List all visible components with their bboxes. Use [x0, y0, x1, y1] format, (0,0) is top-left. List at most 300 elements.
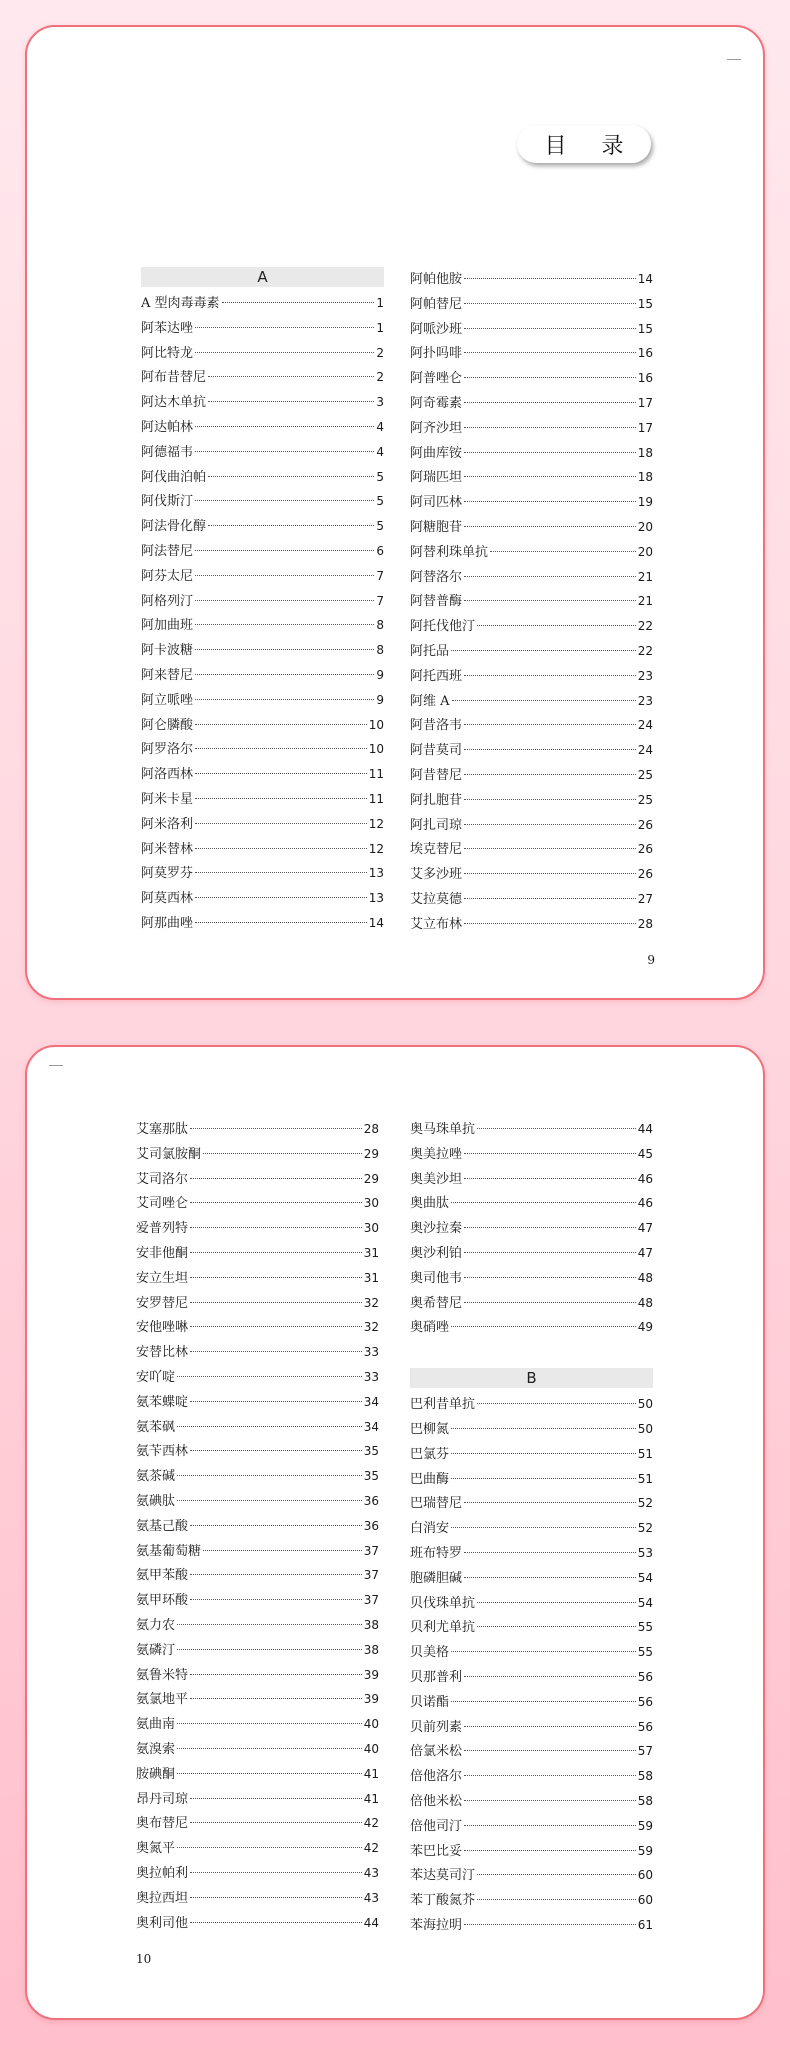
entry-page-number: 42: [363, 1816, 379, 1831]
entry-page-number: 30: [363, 1196, 379, 1211]
entry-name: 氨茶碱: [136, 1469, 176, 1485]
entry-page-number: 45: [637, 1146, 653, 1161]
entry-name: 阿米洛利: [141, 816, 194, 832]
toc-entry: [410, 1715, 653, 1740]
dot-leader: [464, 303, 636, 304]
toc-entry: [410, 1216, 653, 1241]
entry-page-number: 54: [637, 1570, 653, 1585]
entry-page-number: 33: [363, 1345, 379, 1360]
toc-column-left: [136, 1117, 379, 1935]
dot-leader: [464, 848, 636, 849]
dot-leader: [203, 1153, 362, 1154]
entry-name: 氨苄西林: [136, 1444, 189, 1460]
toc-entry: [410, 1467, 653, 1492]
toc-entry: [136, 1663, 379, 1688]
entry-page-number: 7: [376, 593, 384, 608]
dot-leader: [477, 1128, 636, 1129]
dot-leader: [464, 1750, 636, 1751]
entry-page-number: 47: [637, 1221, 653, 1236]
entry-name: 阿布昔替尼: [141, 370, 207, 386]
dot-leader: [208, 476, 374, 477]
entry-name: 阿达帕林: [141, 419, 194, 435]
entry-page-number: 39: [363, 1667, 379, 1682]
entry-page-number: 25: [637, 767, 653, 782]
toc-entry: [410, 1888, 653, 1913]
dot-leader: [451, 1478, 636, 1479]
entry-page-number: 48: [637, 1270, 653, 1285]
entry-name: 阿来替尼: [141, 667, 194, 683]
entry-name: 贝利尤单抗: [410, 1620, 476, 1636]
entry-name: 艾拉莫德: [410, 891, 463, 907]
entry-name: 阿法骨化醇: [141, 519, 207, 535]
toc-entry: [410, 1241, 653, 1266]
entry-page-number: 40: [363, 1741, 379, 1756]
toc-entry: [410, 1417, 653, 1442]
entry-page-number: 22: [637, 643, 653, 658]
entry-name: 阿仑膦酸: [141, 717, 194, 733]
toc-entry: [141, 812, 384, 837]
entry-name: 阿洛西林: [141, 767, 194, 783]
entry-name: 奥布替尼: [136, 1816, 189, 1832]
toc-entry: [410, 366, 653, 391]
entry-page-number: 28: [637, 916, 653, 931]
entry-name: 阿卡波糖: [141, 643, 194, 659]
entry-page-number: 39: [363, 1692, 379, 1707]
toc-entry: [136, 1861, 379, 1886]
entry-name: 阿瑞匹坦: [410, 470, 463, 486]
entry-page-number: 33: [363, 1369, 379, 1384]
toc-entry: [136, 1464, 379, 1489]
entry-page-number: 54: [637, 1595, 653, 1610]
toc-entry: [141, 564, 384, 589]
toc-entry: [136, 1787, 379, 1812]
entry-name: 氨磷汀: [136, 1642, 176, 1658]
entry-page-number: 12: [368, 816, 384, 831]
toc-entry: [141, 886, 384, 911]
entry-name: 贝那普利: [410, 1669, 463, 1685]
dot-leader: [464, 724, 636, 725]
entry-page-number: 50: [637, 1397, 653, 1412]
entry-name: 阿奇霉素: [410, 395, 463, 411]
dot-leader: [464, 1227, 636, 1228]
toc-entry: [410, 1739, 653, 1764]
entry-name: 阿米卡星: [141, 791, 194, 807]
entry-page-number: 35: [363, 1469, 379, 1484]
entry-name: 倍他米松: [410, 1793, 463, 1809]
entry-page-number: 43: [363, 1890, 379, 1905]
entry-name: 阿莫西林: [141, 891, 194, 907]
entry-page-number: 11: [368, 767, 384, 782]
toc-title: 目 录: [517, 125, 651, 163]
dot-leader: [464, 1178, 636, 1179]
dot-leader: [208, 525, 374, 526]
entry-name: 倍他司汀: [410, 1818, 463, 1834]
toc-entry: [136, 1439, 379, 1464]
toc-entry: [410, 565, 653, 590]
dot-leader: [464, 675, 636, 676]
entry-name: 安替比林: [136, 1345, 189, 1361]
toc-entry: [141, 638, 384, 663]
dot-leader: [190, 1277, 362, 1278]
dot-leader: [477, 1403, 636, 1404]
entry-page-number: 46: [637, 1196, 653, 1211]
entry-name: 贝诺酯: [410, 1694, 450, 1710]
toc-entry: [136, 1588, 379, 1613]
dot-leader: [195, 327, 374, 328]
entry-page-number: 35: [363, 1444, 379, 1459]
toc-entry: [410, 1442, 653, 1467]
dot-leader: [190, 1252, 362, 1253]
entry-page-number: 17: [637, 395, 653, 410]
dot-leader: [177, 1376, 362, 1377]
entry-name: 氨苯砜: [136, 1419, 176, 1435]
dot-leader: [477, 625, 636, 626]
toc-entry: [141, 415, 384, 440]
entry-page-number: 17: [637, 420, 653, 435]
dot-leader: [177, 1500, 362, 1501]
entry-name: 阿昔莫司: [410, 743, 463, 759]
entry-name: 氨溴索: [136, 1741, 176, 1757]
toc-entry: [141, 762, 384, 787]
toc-entry: [410, 1191, 653, 1216]
dot-leader: [451, 1428, 636, 1429]
dot-leader: [195, 699, 374, 700]
entry-page-number: 36: [363, 1493, 379, 1508]
toc-entry: [141, 589, 384, 614]
dot-leader: [464, 1502, 636, 1503]
entry-page-number: 7: [376, 568, 384, 583]
toc-entry: [136, 1886, 379, 1911]
toc-entry: [141, 713, 384, 738]
entry-name: 阿立哌唑: [141, 692, 194, 708]
dot-leader: [464, 600, 636, 601]
entry-name: 阿达木单抗: [141, 395, 207, 411]
entry-page-number: 44: [363, 1915, 379, 1930]
entry-name: 氨曲南: [136, 1717, 176, 1733]
toc-entry: [136, 1712, 379, 1737]
toc-entry: [136, 1291, 379, 1316]
toc-entry: [410, 912, 653, 937]
entry-page-number: 48: [637, 1295, 653, 1310]
entry-name: 巴瑞替尼: [410, 1496, 463, 1512]
dot-leader: [195, 500, 374, 501]
entry-page-number: 3: [376, 395, 384, 410]
toc-entry: [410, 1566, 653, 1591]
toc-entry: [141, 911, 384, 936]
toc-entry: [410, 540, 653, 565]
entry-page-number: 25: [637, 792, 653, 807]
entry-name: 阿维 A: [410, 693, 450, 709]
entry-name: 阿托伐他汀: [410, 619, 476, 635]
entry-name: 埃克替尼: [410, 842, 463, 858]
entry-page-number: 24: [637, 743, 653, 758]
dot-leader: [451, 1701, 636, 1702]
entry-page-number: 47: [637, 1245, 653, 1260]
entry-name: 阿替洛尔: [410, 569, 463, 585]
entry-name: 奥曲肽: [410, 1196, 450, 1212]
dot-leader: [195, 798, 367, 799]
dot-leader: [195, 724, 367, 725]
toc-entry: [136, 1638, 379, 1663]
entry-page-number: 34: [363, 1419, 379, 1434]
entry-page-number: 15: [637, 321, 653, 336]
entry-page-number: 26: [637, 867, 653, 882]
entry-name: 阿替利珠单抗: [410, 544, 489, 560]
dot-leader: [464, 1552, 636, 1553]
dot-leader: [464, 452, 636, 453]
toc-entry: [141, 787, 384, 812]
dot-leader: [464, 1277, 636, 1278]
entry-name: 阿曲库铵: [410, 445, 463, 461]
dot-leader: [464, 1252, 636, 1253]
dot-leader: [177, 1723, 362, 1724]
toc-entry: [410, 1814, 653, 1839]
toc-entry: [410, 1839, 653, 1864]
entry-page-number: 19: [637, 495, 653, 510]
entry-name: 阿那曲唑: [141, 915, 194, 931]
entry-page-number: 28: [363, 1122, 379, 1136]
dot-leader: [464, 278, 636, 279]
entry-page-number: 56: [637, 1719, 653, 1734]
dot-leader: [464, 749, 636, 750]
entry-name: A 型肉毒毒素: [141, 296, 220, 311]
entry-page-number: 56: [637, 1669, 653, 1684]
entry-name: 阿格列汀: [141, 593, 194, 609]
toc-entry: [136, 1415, 379, 1440]
toc-entry: [410, 713, 653, 738]
dot-leader: [195, 575, 374, 576]
entry-page-number: 44: [637, 1122, 653, 1136]
toc-entry: [410, 490, 653, 515]
toc-entry: [410, 416, 653, 441]
entry-name: 阿齐沙坦: [410, 420, 463, 436]
dot-leader: [190, 1351, 362, 1352]
toc-entry: [136, 1241, 379, 1266]
entry-name: 倍他洛尔: [410, 1769, 463, 1785]
entry-name: 班布特罗: [410, 1545, 463, 1561]
toc-column-right: [410, 1117, 653, 1938]
entry-name: 奥拉帕利: [136, 1865, 189, 1881]
entry-page-number: 2: [376, 345, 384, 360]
toc-entry: [410, 1392, 653, 1417]
dot-leader: [195, 897, 367, 898]
entry-page-number: 1: [376, 296, 384, 310]
dot-leader: [190, 1178, 362, 1179]
dot-leader: [464, 1775, 636, 1776]
toc-entry: [410, 1117, 653, 1142]
dot-leader: [464, 923, 636, 924]
entry-name: 氨氯地平: [136, 1692, 189, 1708]
toc-entry: [410, 1591, 653, 1616]
dot-leader: [464, 824, 636, 825]
entry-name: 氨力农: [136, 1617, 176, 1633]
toc-entry: [410, 1640, 653, 1665]
dot-leader: [190, 1798, 362, 1799]
dot-leader: [190, 1674, 362, 1675]
entry-page-number: 22: [637, 619, 653, 634]
toc-page-1: [25, 25, 765, 1000]
toc-entry: [136, 1489, 379, 1514]
entry-page-number: 10: [368, 742, 384, 757]
entry-name: 巴利昔单抗: [410, 1397, 476, 1413]
entry-page-number: 53: [637, 1545, 653, 1560]
dot-leader: [477, 1626, 636, 1627]
entry-list: [141, 291, 384, 936]
entry-name: 安非他酮: [136, 1245, 189, 1261]
entry-page-number: 5: [376, 494, 384, 509]
dot-leader: [177, 1773, 362, 1774]
entry-name: 奥拉西坦: [136, 1890, 189, 1906]
dot-leader: [177, 1649, 362, 1650]
toc-entry: [141, 489, 384, 514]
dot-leader: [195, 550, 374, 551]
dot-leader: [451, 1326, 636, 1327]
entry-list: [410, 1392, 653, 1938]
entry-page-number: 51: [637, 1446, 653, 1461]
dot-leader: [190, 1202, 362, 1203]
entry-name: 阿扎胞苷: [410, 792, 463, 808]
dot-leader: [464, 476, 636, 477]
toc-entry: [410, 639, 653, 664]
dot-leader: [451, 1453, 636, 1454]
dot-leader: [190, 1525, 362, 1526]
dot-leader: [195, 624, 374, 625]
dot-leader: [464, 427, 636, 428]
entry-page-number: 21: [637, 594, 653, 609]
dot-leader: [195, 649, 374, 650]
toc-entry: [410, 837, 653, 862]
dot-leader: [451, 650, 636, 651]
toc-entry: [136, 1365, 379, 1390]
toc-entry: [141, 688, 384, 713]
entry-page-number: 15: [637, 296, 653, 311]
entry-name: 阿德福韦: [141, 444, 194, 460]
toc-entry: [410, 813, 653, 838]
toc-entry: [136, 1911, 379, 1936]
entry-page-number: 13: [368, 891, 384, 906]
entry-page-number: 18: [637, 470, 653, 485]
entry-page-number: 51: [637, 1471, 653, 1486]
dot-leader: [464, 873, 636, 874]
dot-leader: [177, 1748, 362, 1749]
entry-page-number: 32: [363, 1295, 379, 1310]
entry-page-number: 12: [368, 841, 384, 856]
entry-page-number: 40: [363, 1717, 379, 1732]
entry-page-number: 37: [363, 1568, 379, 1583]
entry-page-number: 61: [637, 1917, 653, 1932]
toc-entry: [141, 390, 384, 415]
entry-name: 阿伐斯汀: [141, 494, 194, 510]
toc-entry: [141, 440, 384, 465]
toc-entry: [410, 391, 653, 416]
entry-name: 阿哌沙班: [410, 321, 463, 337]
entry-name: 苯达莫司汀: [410, 1868, 476, 1884]
dot-leader: [190, 1227, 362, 1228]
entry-page-number: 42: [363, 1841, 379, 1856]
entry-page-number: 2: [376, 370, 384, 385]
entry-name: 阿帕替尼: [410, 296, 463, 312]
dot-leader: [195, 848, 367, 849]
toc-entry: [141, 613, 384, 638]
entry-name: 阿米替林: [141, 841, 194, 857]
entry-name: 阿帕他胺: [410, 272, 463, 287]
toc-entry: [410, 1541, 653, 1566]
dot-leader: [190, 1897, 362, 1898]
entry-page-number: 30: [363, 1221, 379, 1236]
toc-entry: [136, 1191, 379, 1216]
toc-entry: [410, 1863, 653, 1888]
entry-name: 艾塞那肽: [136, 1122, 189, 1137]
entry-page-number: 57: [637, 1744, 653, 1759]
toc-entry: [136, 1687, 379, 1712]
entry-name: 艾司氯胺酮: [136, 1146, 202, 1162]
dot-leader: [477, 1899, 636, 1900]
toc-entry: [410, 1913, 653, 1938]
entry-name: 苯海拉明: [410, 1917, 463, 1933]
dot-leader: [190, 1326, 362, 1327]
toc-entry: [136, 1142, 379, 1167]
entry-page-number: 4: [376, 444, 384, 459]
toc-entry: [410, 1789, 653, 1814]
entry-page-number: 60: [637, 1893, 653, 1908]
entry-page-number: 20: [637, 544, 653, 559]
dot-leader: [195, 674, 374, 675]
crop-mark: [727, 59, 741, 60]
toc-entry: [136, 1117, 379, 1142]
dot-leader: [195, 872, 367, 873]
dot-leader: [195, 352, 374, 353]
section-header-b: B: [410, 1368, 653, 1388]
dot-leader: [452, 700, 636, 701]
entry-page-number: 14: [637, 272, 653, 286]
entry-name: 阿普唑仑: [410, 371, 463, 387]
entry-page-number: 13: [368, 866, 384, 881]
toc-entry: [410, 614, 653, 639]
entry-page-number: 38: [363, 1642, 379, 1657]
dot-leader: [464, 352, 636, 353]
toc-entry: [141, 341, 384, 366]
toc-entry: [141, 539, 384, 564]
dot-leader: [177, 1847, 362, 1848]
entry-name: 安罗替尼: [136, 1295, 189, 1311]
toc-entry: [136, 1216, 379, 1241]
entry-name: 氨碘肽: [136, 1493, 176, 1509]
dot-leader: [177, 1475, 362, 1476]
dot-leader: [195, 600, 374, 601]
toc-entry: [410, 1764, 653, 1789]
toc-entry: [410, 341, 653, 366]
dot-leader: [464, 1924, 636, 1925]
toc-entry: [141, 291, 384, 316]
toc-entry: [136, 1811, 379, 1836]
entry-name: 阿扎司琼: [410, 817, 463, 833]
toc-entry: [141, 663, 384, 688]
entry-name: 奥司他韦: [410, 1270, 463, 1286]
toc-entry: [136, 1539, 379, 1564]
entry-name: 巴氯芬: [410, 1446, 450, 1462]
entry-page-number: 1: [376, 320, 384, 335]
dot-leader: [177, 1426, 362, 1427]
dot-leader: [464, 328, 636, 329]
toc-entry: [410, 1167, 653, 1192]
dot-leader: [464, 576, 636, 577]
dot-leader: [195, 748, 367, 749]
entry-page-number: 58: [637, 1769, 653, 1784]
toc-entry: [410, 1690, 653, 1715]
entry-page-number: 38: [363, 1617, 379, 1632]
dot-leader: [464, 799, 636, 800]
entry-name: 氨基葡萄糖: [136, 1543, 202, 1559]
